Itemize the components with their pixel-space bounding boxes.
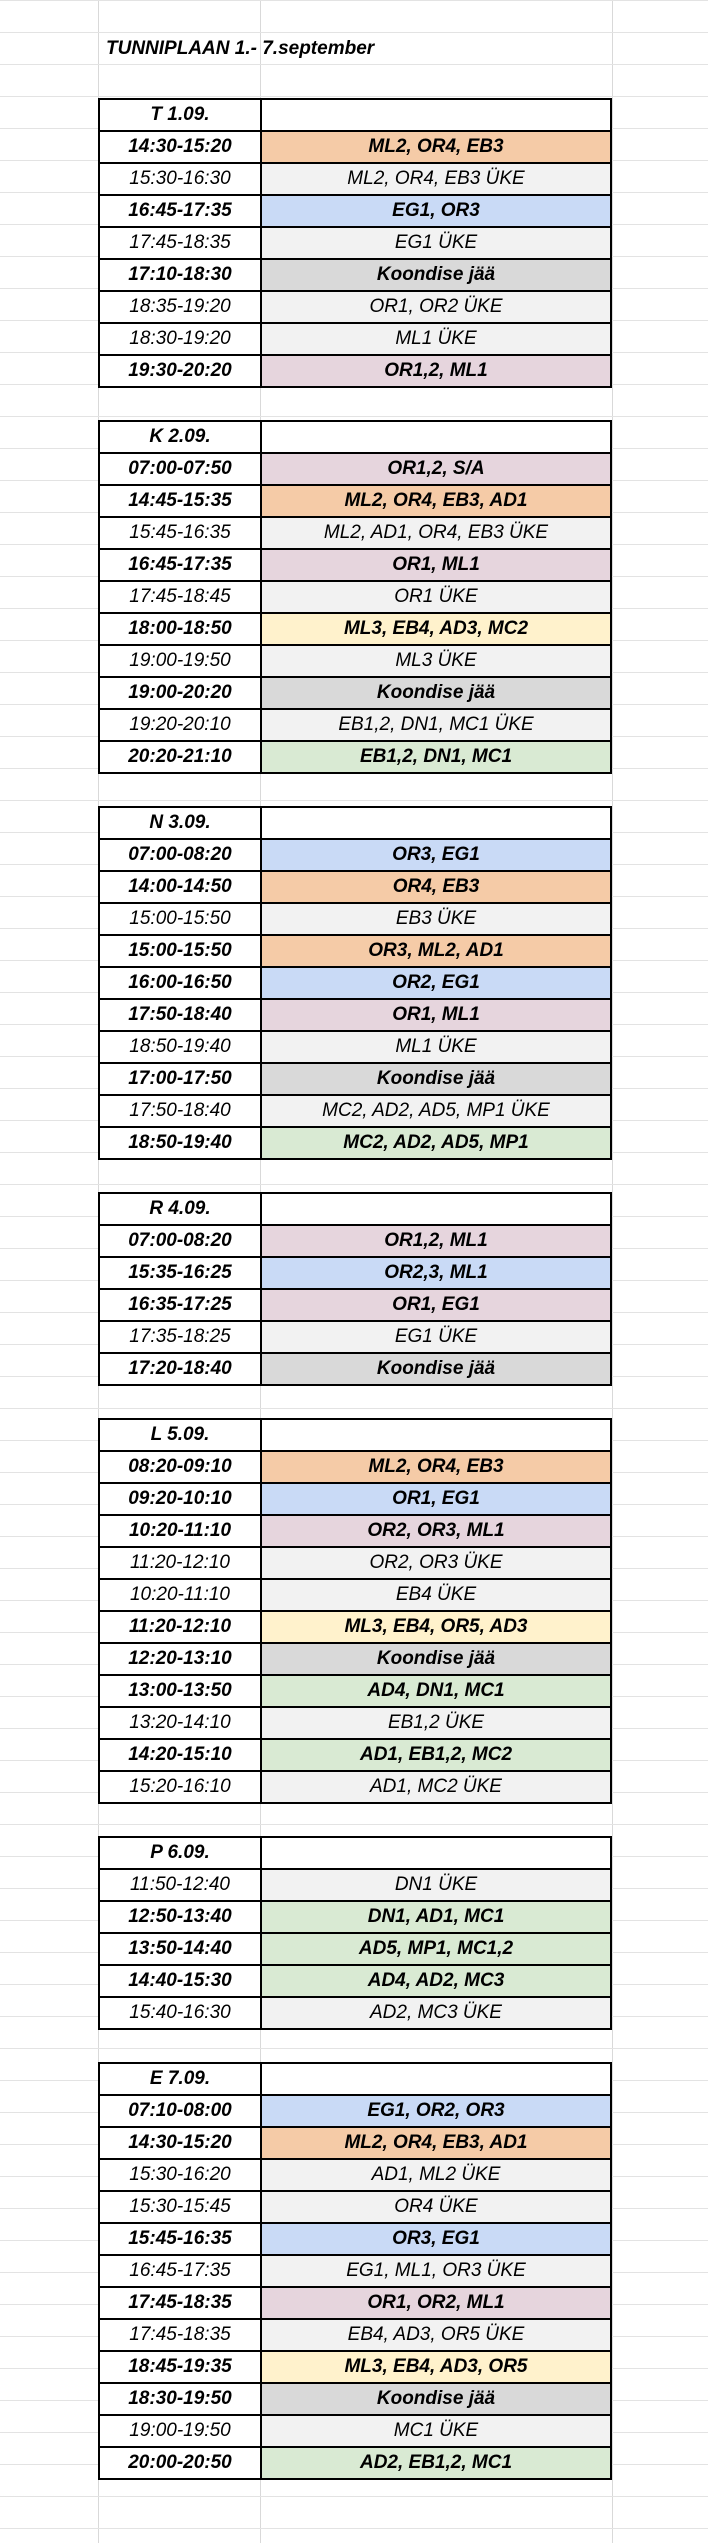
session-time: 16:45-17:35 (100, 2256, 262, 2286)
session-time: 11:20-12:10 (100, 1612, 262, 1642)
session-row (100, 1676, 610, 1708)
session-row (100, 1870, 610, 1902)
session-row (100, 968, 610, 1000)
session-time: 16:00-16:50 (100, 968, 262, 998)
grid-row-line (0, 2528, 708, 2529)
session-row (100, 2288, 610, 2320)
session-groups: EB4, AD3, OR5 ÜKE (262, 2320, 610, 2350)
session-groups: ML2, OR4, EB3 (262, 1452, 610, 1482)
session-time: 13:20-14:10 (100, 1708, 262, 1738)
session-time: 15:00-15:50 (100, 904, 262, 934)
session-row (100, 1708, 610, 1740)
session-row (100, 1644, 610, 1676)
session-groups: OR1, EG1 (262, 1290, 610, 1320)
session-row (100, 1934, 610, 1966)
grid-row-line (0, 1184, 708, 1185)
session-row (100, 710, 610, 742)
session-groups: AD2, MC3 ÜKE (262, 1998, 610, 2028)
session-row (100, 582, 610, 614)
day-label: T 1.09. (100, 100, 262, 130)
grid-row-line (0, 96, 708, 97)
session-time: 10:20-11:10 (100, 1516, 262, 1546)
session-time: 20:20-21:10 (100, 742, 262, 772)
session-time: 15:20-16:10 (100, 1772, 262, 1802)
session-time: 14:45-15:35 (100, 486, 262, 516)
session-row (100, 1452, 610, 1484)
session-groups: MC1 ÜKE (262, 2416, 610, 2446)
session-time: 14:40-15:30 (100, 1966, 262, 1996)
session-groups: ML3, EB4, AD3, MC2 (262, 614, 610, 644)
session-groups: Koondise jää (262, 260, 610, 290)
session-time: 07:00-08:20 (100, 840, 262, 870)
grid-row-line (0, 416, 708, 417)
session-groups: OR1, ML1 (262, 1000, 610, 1030)
session-time: 15:40-16:30 (100, 1998, 262, 2028)
session-time: 14:20-15:10 (100, 1740, 262, 1770)
session-row (100, 904, 610, 936)
session-groups: OR1, OR2 ÜKE (262, 292, 610, 322)
session-groups: AD5, MP1, MC1,2 (262, 1934, 610, 1964)
session-time: 10:20-11:10 (100, 1580, 262, 1610)
session-row (100, 646, 610, 678)
session-time: 15:00-15:50 (100, 936, 262, 966)
session-time: 15:35-16:25 (100, 1258, 262, 1288)
day-header-empty-cell (262, 100, 610, 130)
session-groups: ML2, AD1, OR4, EB3 ÜKE (262, 518, 610, 548)
session-row (100, 872, 610, 904)
day-header-empty-cell (262, 1420, 610, 1450)
session-time: 15:30-16:30 (100, 164, 262, 194)
session-time: 13:00-13:50 (100, 1676, 262, 1706)
session-row (100, 1128, 610, 1158)
session-groups: EB3 ÜKE (262, 904, 610, 934)
session-time: 18:45-19:35 (100, 2352, 262, 2382)
session-time: 12:20-13:10 (100, 1644, 262, 1674)
session-time: 18:30-19:50 (100, 2384, 262, 2414)
session-row (100, 228, 610, 260)
session-groups: EB1,2, DN1, MC1 (262, 742, 610, 772)
session-groups: EG1 ÜKE (262, 228, 610, 258)
day-header-row (100, 1838, 610, 1870)
session-row (100, 260, 610, 292)
session-time: 17:10-18:30 (100, 260, 262, 290)
session-row (100, 454, 610, 486)
session-time: 15:30-16:20 (100, 2160, 262, 2190)
session-groups: OR1, OR2, ML1 (262, 2288, 610, 2318)
session-row (100, 1612, 610, 1644)
session-groups: OR3, ML2, AD1 (262, 936, 610, 966)
session-groups: EB4 ÜKE (262, 1580, 610, 1610)
session-row (100, 614, 610, 646)
session-time: 17:45-18:45 (100, 582, 262, 612)
session-time: 19:00-20:20 (100, 678, 262, 708)
session-time: 18:00-18:50 (100, 614, 262, 644)
session-groups: EB1,2, DN1, MC1 ÜKE (262, 710, 610, 740)
session-time: 15:45-16:35 (100, 518, 262, 548)
session-time: 14:30-15:20 (100, 2128, 262, 2158)
day-header-row (100, 2064, 610, 2096)
session-time: 11:50-12:40 (100, 1870, 262, 1900)
session-groups: OR1, EG1 (262, 1484, 610, 1514)
session-row (100, 132, 610, 164)
session-time: 07:10-08:00 (100, 2096, 262, 2126)
session-time: 18:50-19:40 (100, 1128, 262, 1158)
session-time: 16:35-17:25 (100, 1290, 262, 1320)
session-time: 14:00-14:50 (100, 872, 262, 902)
grid-row-line (0, 0, 708, 1)
session-groups: ML3, EB4, AD3, OR5 (262, 2352, 610, 2382)
session-row (100, 1548, 610, 1580)
grid-row-line (0, 800, 708, 801)
session-groups: OR2, EG1 (262, 968, 610, 998)
session-time: 12:50-13:40 (100, 1902, 262, 1932)
day-block (98, 98, 612, 388)
session-row (100, 2192, 610, 2224)
session-time: 17:45-18:35 (100, 228, 262, 258)
session-row (100, 936, 610, 968)
session-time: 07:00-08:20 (100, 1226, 262, 1256)
grid-row-line (0, 1408, 708, 1409)
session-row (100, 1096, 610, 1128)
session-row (100, 1032, 610, 1064)
session-row (100, 2256, 610, 2288)
session-row (100, 1064, 610, 1096)
session-groups: MC2, AD2, AD5, MP1 (262, 1128, 610, 1158)
session-groups: OR1,2, ML1 (262, 1226, 610, 1256)
session-row (100, 1354, 610, 1384)
session-time: 17:50-18:40 (100, 1096, 262, 1126)
day-header-empty-cell (262, 1194, 610, 1224)
session-row (100, 840, 610, 872)
session-groups: EG1, ML1, OR3 ÜKE (262, 2256, 610, 2286)
day-label: L 5.09. (100, 1420, 262, 1450)
session-time: 19:00-19:50 (100, 2416, 262, 2446)
session-time: 08:20-09:10 (100, 1452, 262, 1482)
session-time: 19:20-20:10 (100, 710, 262, 740)
day-block (98, 420, 612, 774)
day-header-row (100, 1420, 610, 1452)
session-time: 11:20-12:10 (100, 1548, 262, 1578)
session-groups: MC2, AD2, AD5, MP1 ÜKE (262, 1096, 610, 1126)
session-time: 16:45-17:35 (100, 196, 262, 226)
day-label: K 2.09. (100, 422, 262, 452)
session-time: 17:35-18:25 (100, 1322, 262, 1352)
session-row (100, 2128, 610, 2160)
session-row (100, 1484, 610, 1516)
day-header-empty-cell (262, 2064, 610, 2094)
session-row (100, 518, 610, 550)
session-time: 17:50-18:40 (100, 1000, 262, 1030)
day-header-row (100, 422, 610, 454)
session-groups: OR4, EB3 (262, 872, 610, 902)
session-row (100, 2320, 610, 2352)
session-time: 07:00-07:50 (100, 454, 262, 484)
session-row (100, 486, 610, 518)
session-row (100, 1580, 610, 1612)
session-groups: EB1,2 ÜKE (262, 1708, 610, 1738)
session-row (100, 1226, 610, 1258)
session-time: 18:50-19:40 (100, 1032, 262, 1062)
session-groups: OR1,2, S/A (262, 454, 610, 484)
session-time: 20:00-20:50 (100, 2448, 262, 2478)
day-label: N 3.09. (100, 808, 262, 838)
day-block (98, 1192, 612, 1386)
session-row (100, 550, 610, 582)
session-row (100, 2416, 610, 2448)
session-groups: AD2, EB1,2, MC1 (262, 2448, 610, 2478)
session-time: 15:45-16:35 (100, 2224, 262, 2254)
session-row (100, 2448, 610, 2478)
session-groups: ML2, OR4, EB3 (262, 132, 610, 162)
grid-row-line (0, 2496, 708, 2497)
day-block (98, 1836, 612, 2030)
session-row (100, 1998, 610, 2028)
day-label: R 4.09. (100, 1194, 262, 1224)
session-groups: OR1, ML1 (262, 550, 610, 580)
session-groups: DN1, AD1, MC1 (262, 1902, 610, 1932)
session-groups: ML1 ÜKE (262, 324, 610, 354)
session-row (100, 1902, 610, 1934)
session-row (100, 164, 610, 196)
session-groups: OR1 ÜKE (262, 582, 610, 612)
session-groups: OR2,3, ML1 (262, 1258, 610, 1288)
day-label: E 7.09. (100, 2064, 262, 2094)
session-groups: ML2, OR4, EB3, AD1 (262, 2128, 610, 2158)
session-groups: ML3 ÜKE (262, 646, 610, 676)
grid-row-line (0, 1824, 708, 1825)
session-row (100, 2384, 610, 2416)
session-groups: OR2, OR3, ML1 (262, 1516, 610, 1546)
day-header-row (100, 1194, 610, 1226)
session-groups: ML2, OR4, EB3 ÜKE (262, 164, 610, 194)
day-header-empty-cell (262, 1838, 610, 1868)
session-groups: AD4, DN1, MC1 (262, 1676, 610, 1706)
session-groups: AD1, MC2 ÜKE (262, 1772, 610, 1802)
session-groups: ML3, EB4, OR5, AD3 (262, 1612, 610, 1642)
session-groups: Koondise jää (262, 1064, 610, 1094)
session-groups: EG1, OR2, OR3 (262, 2096, 610, 2126)
session-row (100, 2160, 610, 2192)
session-groups: OR3, EG1 (262, 2224, 610, 2254)
day-block (98, 2062, 612, 2480)
day-header-row (100, 808, 610, 840)
session-row (100, 324, 610, 356)
session-groups: Koondise jää (262, 1644, 610, 1674)
session-time: 19:30-20:20 (100, 356, 262, 386)
session-groups: EG1 ÜKE (262, 1322, 610, 1352)
session-groups: Koondise jää (262, 678, 610, 708)
day-header-empty-cell (262, 422, 610, 452)
grid-row-line (0, 2048, 708, 2049)
session-time: 17:00-17:50 (100, 1064, 262, 1094)
session-row (100, 1000, 610, 1032)
day-block (98, 806, 612, 1160)
grid-row-line (0, 64, 708, 65)
session-groups: AD1, EB1,2, MC2 (262, 1740, 610, 1770)
session-time: 09:20-10:10 (100, 1484, 262, 1514)
session-groups: ML1 ÜKE (262, 1032, 610, 1062)
session-groups: Koondise jää (262, 2384, 610, 2414)
session-row (100, 1516, 610, 1548)
session-row (100, 1258, 610, 1290)
session-time: 13:50-14:40 (100, 1934, 262, 1964)
session-row (100, 678, 610, 710)
session-groups: OR3, EG1 (262, 840, 610, 870)
session-row (100, 196, 610, 228)
session-row (100, 1322, 610, 1354)
day-block (98, 1418, 612, 1804)
session-time: 15:30-15:45 (100, 2192, 262, 2222)
session-row (100, 1772, 610, 1802)
session-groups: EG1, OR3 (262, 196, 610, 226)
session-row (100, 356, 610, 386)
session-groups: OR2, OR3 ÜKE (262, 1548, 610, 1578)
day-header-empty-cell (262, 808, 610, 838)
schedule-title: TUNNIPLAAN 1.- 7.september (106, 38, 375, 59)
session-time: 18:30-19:20 (100, 324, 262, 354)
session-groups: OR4 ÜKE (262, 2192, 610, 2222)
session-time: 18:35-19:20 (100, 292, 262, 322)
session-row (100, 1290, 610, 1322)
session-time: 17:20-18:40 (100, 1354, 262, 1384)
day-header-row (100, 100, 610, 132)
session-row (100, 2224, 610, 2256)
session-time: 16:45-17:35 (100, 550, 262, 580)
session-time: 17:45-18:35 (100, 2288, 262, 2318)
session-time: 14:30-15:20 (100, 132, 262, 162)
day-label: P 6.09. (100, 1838, 262, 1868)
session-groups: DN1 ÜKE (262, 1870, 610, 1900)
session-time: 19:00-19:50 (100, 646, 262, 676)
session-groups: ML2, OR4, EB3, AD1 (262, 486, 610, 516)
session-row (100, 742, 610, 772)
session-groups: Koondise jää (262, 1354, 610, 1384)
grid-row-line (0, 32, 708, 33)
session-groups: OR1,2, ML1 (262, 356, 610, 386)
session-row (100, 2352, 610, 2384)
session-row (100, 1966, 610, 1998)
session-time: 17:45-18:35 (100, 2320, 262, 2350)
grid-column-line (612, 0, 613, 2543)
session-row (100, 292, 610, 324)
session-row (100, 2096, 610, 2128)
session-row (100, 1740, 610, 1772)
session-groups: AD1, ML2 ÜKE (262, 2160, 610, 2190)
session-groups: AD4, AD2, MC3 (262, 1966, 610, 1996)
